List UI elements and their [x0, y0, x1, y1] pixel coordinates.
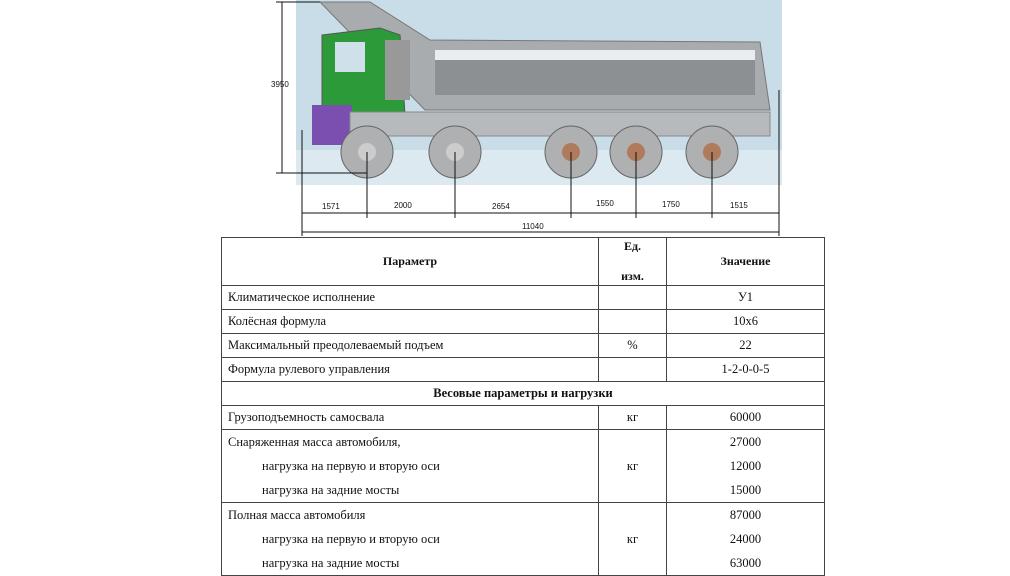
param-cell: Максимальный преодолеваемый подъем [222, 334, 599, 358]
total-length-label: 11040 [522, 222, 544, 231]
unit-cell [599, 310, 667, 334]
value-cell [667, 430, 825, 503]
param-line: Снаряженная масса автомобиля, [228, 435, 401, 449]
header-unit [599, 238, 667, 286]
section-row [222, 382, 825, 406]
unit-cell: кг [599, 430, 667, 503]
section-heading: Весовые параметры и нагрузки [222, 382, 825, 406]
table-row [222, 406, 825, 430]
param-line: нагрузка на задние мосты [262, 556, 400, 570]
table-row [222, 286, 825, 310]
param-cell: Колёсная формула [222, 310, 599, 334]
value-line: 24000 [729, 532, 762, 546]
value-line: 87000 [729, 508, 762, 522]
table-header [222, 238, 825, 286]
unit-cell: кг [599, 406, 667, 430]
table-row [222, 358, 825, 382]
value-cell: 10х6 [667, 310, 825, 334]
segment-label: 1571 [322, 202, 340, 211]
value-cell: 1-2-0-0-5 [667, 358, 825, 382]
spec-table [221, 237, 825, 576]
value-line: 12000 [729, 459, 762, 473]
segment-label: 1550 [596, 199, 614, 208]
segment-label: 2000 [394, 201, 412, 210]
param-cell: Грузоподъемность самосвала [222, 406, 599, 430]
param-cell [222, 503, 599, 576]
header-value: Значение [667, 238, 825, 286]
unit-cell: % [599, 334, 667, 358]
height-label: 3950 [271, 80, 289, 89]
value-cell: 60000 [667, 406, 825, 430]
table-row [222, 334, 825, 358]
truck-dimension-diagram [0, 0, 1010, 240]
param-cell: Формула рулевого управления [222, 358, 599, 382]
param-line: Полная масса автомобиля [228, 508, 366, 522]
param-line: нагрузка на задние мосты [262, 483, 400, 497]
value-line: 15000 [729, 483, 762, 497]
param-line: нагрузка на первую и вторую оси [262, 459, 440, 473]
segment-label: 2654 [492, 202, 510, 211]
value-line: 27000 [729, 435, 762, 449]
param-line: нагрузка на первую и вторую оси [262, 532, 440, 546]
segment-label: 1750 [662, 200, 680, 209]
value-line: 63000 [729, 556, 762, 570]
param-cell [222, 430, 599, 503]
value-cell [667, 503, 825, 576]
value-cell: У1 [667, 286, 825, 310]
unit-cell [599, 286, 667, 310]
unit-cell [599, 358, 667, 382]
header-param: Параметр [222, 238, 599, 286]
header-unit-line1: Ед. [623, 239, 642, 253]
value-cell: 22 [667, 334, 825, 358]
table-row [222, 310, 825, 334]
param-cell: Климатическое исполнение [222, 286, 599, 310]
header-unit-line2: изм. [621, 269, 644, 283]
table-row-curb-mass [222, 430, 825, 503]
unit-cell: кг [599, 503, 667, 576]
segment-label: 1515 [730, 201, 748, 210]
table-row-gross-mass [222, 503, 825, 576]
